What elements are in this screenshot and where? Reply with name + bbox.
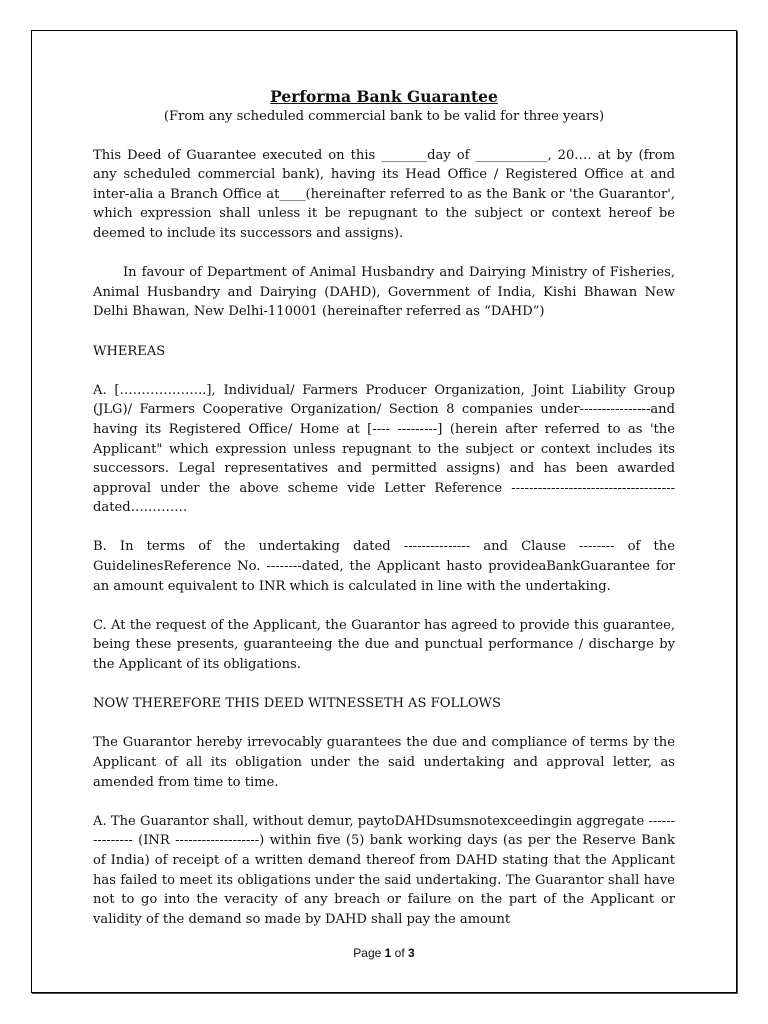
paragraph-deed-intro: This Deed of Guarantee executed on this _______day of ___________, 20…. at by (from any scheduled commercial bank), having its Head Office / Registered Office at and inter-alia a Branch Office at____(hereinafter referred to as the Bank or 'the Guarantor', which expression shall unless it be repugnant to the subject or context hereof be deemed to include its successors and assigns). <box>93 147 675 241</box>
page-total-number: 3 <box>408 946 415 960</box>
paragraph-clause-b: B. In terms of the undertaking dated --------------- and Clause -------- of the GuidelinesReference No. --------dated, the Applicant hasto provideaBankGuarantee for an amount equivalent to INR which is calculated in line with the undertaking. <box>93 539 675 594</box>
paragraph-in-favour: In favour of Department of Animal Husbandry and Dairying Ministry of Fisheries, Animal Husbandry and Dairying (DAHD), Government of India, Kishi Bhawan New Delhi Bhawan, New Delhi-110001 (hereinafter referred as “DAHD”) <box>93 265 675 320</box>
heading-whereas: WHEREAS <box>93 343 166 359</box>
document-body <box>93 86 675 949</box>
page-footer <box>0 946 768 960</box>
of-word: of <box>394 946 405 960</box>
paragraph-guarantor-statement: The Guarantor hereby irrevocably guarantees the due and compliance of terms by the Applicant of all its obligation under the said undertaking and approval letter, as amended from time to time. <box>93 735 675 790</box>
heading-now-therefore: NOW THEREFORE THIS DEED WITNESSETH AS FOLLOWS <box>93 696 501 712</box>
document-title: Performa Bank Guarantee <box>270 87 498 106</box>
page-current-number: 1 <box>384 946 392 960</box>
page-word: Page <box>353 946 382 960</box>
paragraph-clause-a: A. [………………..], Individual/ Farmers Producer Organization, Joint Liability Group (JLG)/ Farmers Cooperative Organization/ Section 8 companies under----------------and having its Registered Office/ Home at [---- ---------] (herein after referred to as 'the Applicant" which expression unless repugnant to the subject or context includes its successors. Legal representatives and permitted assigns) and has been awarded approval under the above scheme vide Letter Reference ------------------------------------- dated…………. <box>93 382 675 516</box>
document-subtitle: (From any scheduled commercial bank to be valid for three years) <box>163 109 605 124</box>
paragraph-clause-c: C. At the request of the Applicant, the Guarantor has agreed to provide this guarantee, being these presents, guaranteeing the due and punctual performance / discharge by the Applicant of its obligations. <box>93 617 675 673</box>
paragraph-guarantor-clause-a: A. The Guarantor shall, without demur, paytoDAHDsumsnotexceedingin aggregate ------ --------- (INR -------------------) within five (5) bank working days (as per the Reserve Bank of India) of receipt of a written demand thereof from DAHD stating that the Applicant has failed to meet its obligations under the said undertaking. The Guarantor shall have not to go into the veracity of any breach or failure on the part of the Applicant or validity of the demand so made by DAHD shall pay the amount <box>93 813 675 927</box>
